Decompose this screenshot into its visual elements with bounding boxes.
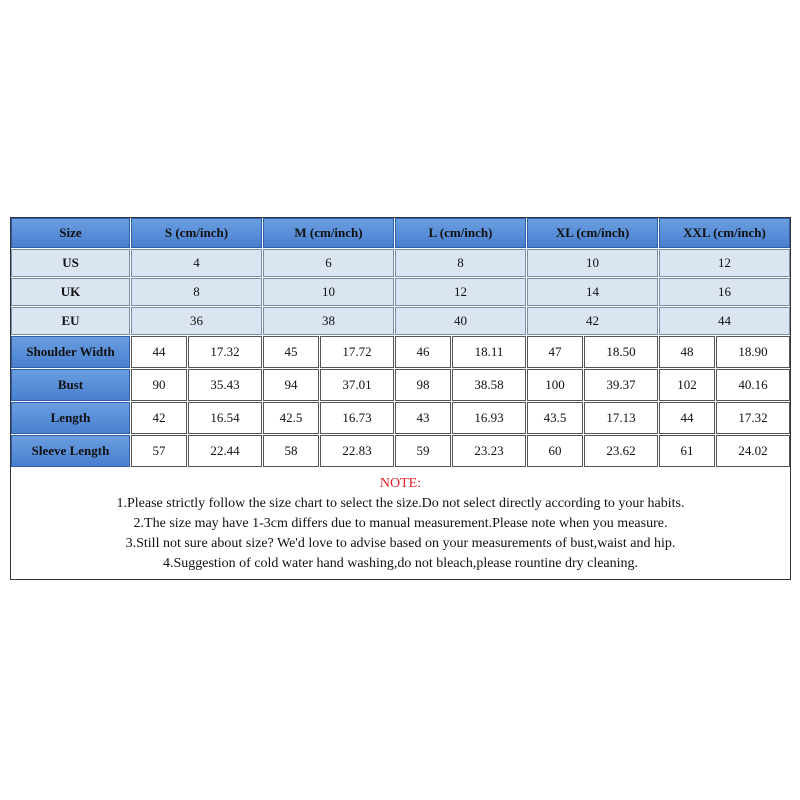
measure-row-label: Length xyxy=(11,402,130,434)
inch-value: 18.50 xyxy=(584,336,658,368)
cm-value: 102 xyxy=(659,369,715,401)
note-line-1: 1.Please strictly follow the size chart to select the size.Do not select directly according to your habits. xyxy=(116,496,685,511)
cm-value: 43 xyxy=(395,402,451,434)
region-row-label: UK xyxy=(11,278,130,306)
measure-row-label: Bust xyxy=(11,369,130,401)
inch-value: 17.13 xyxy=(584,402,658,434)
region-size-value: 40 xyxy=(395,307,526,335)
region-size-value: 4 xyxy=(131,249,262,277)
region-size-value: 12 xyxy=(395,278,526,306)
inch-value: 18.11 xyxy=(452,336,526,368)
note-line-4: 4.Suggestion of cold water hand washing,do not bleach,please rountine dry cleaning. xyxy=(162,556,639,571)
cm-value: 45 xyxy=(263,336,319,368)
cm-value: 98 xyxy=(395,369,451,401)
cm-value: 60 xyxy=(527,435,583,467)
inch-value: 17.72 xyxy=(320,336,394,368)
inch-value: 16.54 xyxy=(188,402,262,434)
cm-value: 42.5 xyxy=(263,402,319,434)
cm-value: 46 xyxy=(395,336,451,368)
inch-value: 17.32 xyxy=(716,402,790,434)
cm-value: 57 xyxy=(131,435,187,467)
region-size-value: 36 xyxy=(131,307,262,335)
cm-value: 44 xyxy=(131,336,187,368)
inch-value: 22.44 xyxy=(188,435,262,467)
inch-value: 22.83 xyxy=(320,435,394,467)
measure-row-label: Shoulder Width xyxy=(11,336,130,368)
size-column-header: M (cm/inch) xyxy=(263,218,394,248)
region-size-value: 38 xyxy=(263,307,394,335)
note-line-2: 2.The size may have 1-3cm differs due to manual measurement.Please note when you measure. xyxy=(133,516,668,531)
cm-value: 48 xyxy=(659,336,715,368)
measure-row-label: Sleeve Length xyxy=(11,435,130,467)
region-row-label: EU xyxy=(11,307,130,335)
note-title: NOTE: xyxy=(379,476,422,491)
cm-value: 47 xyxy=(527,336,583,368)
cm-value: 42 xyxy=(131,402,187,434)
notes-section xyxy=(11,468,790,579)
note-line-3: 3.Still not sure about size? We'd love to advise based on your measurements of bust,waist and hip. xyxy=(125,536,676,551)
region-size-value: 10 xyxy=(263,278,394,306)
cm-value: 100 xyxy=(527,369,583,401)
region-size-value: 10 xyxy=(527,249,658,277)
cm-value: 44 xyxy=(659,402,715,434)
size-column-header: S (cm/inch) xyxy=(131,218,262,248)
inch-value: 38.58 xyxy=(452,369,526,401)
region-size-value: 14 xyxy=(527,278,658,306)
region-size-value: 8 xyxy=(395,249,526,277)
size-chart xyxy=(10,217,791,580)
region-size-value: 44 xyxy=(659,307,790,335)
inch-value: 37.01 xyxy=(320,369,394,401)
region-size-value: 6 xyxy=(263,249,394,277)
region-size-value: 12 xyxy=(659,249,790,277)
size-column-header: L (cm/inch) xyxy=(395,218,526,248)
inch-value: 16.93 xyxy=(452,402,526,434)
cm-value: 94 xyxy=(263,369,319,401)
cm-value: 59 xyxy=(395,435,451,467)
region-row-label: US xyxy=(11,249,130,277)
cm-value: 58 xyxy=(263,435,319,467)
size-column-header: XL (cm/inch) xyxy=(527,218,658,248)
region-size-value: 16 xyxy=(659,278,790,306)
size-column-header: XXL (cm/inch) xyxy=(659,218,790,248)
region-size-value: 8 xyxy=(131,278,262,306)
inch-value: 40.16 xyxy=(716,369,790,401)
inch-value: 23.23 xyxy=(452,435,526,467)
inch-value: 17.32 xyxy=(188,336,262,368)
cm-value: 90 xyxy=(131,369,187,401)
size-header-label: Size xyxy=(11,218,130,248)
inch-value: 16.73 xyxy=(320,402,394,434)
inch-value: 35.43 xyxy=(188,369,262,401)
inch-value: 23.62 xyxy=(584,435,658,467)
cm-value: 61 xyxy=(659,435,715,467)
inch-value: 39.37 xyxy=(584,369,658,401)
inch-value: 24.02 xyxy=(716,435,790,467)
inch-value: 18.90 xyxy=(716,336,790,368)
region-size-value: 42 xyxy=(527,307,658,335)
cm-value: 43.5 xyxy=(527,402,583,434)
